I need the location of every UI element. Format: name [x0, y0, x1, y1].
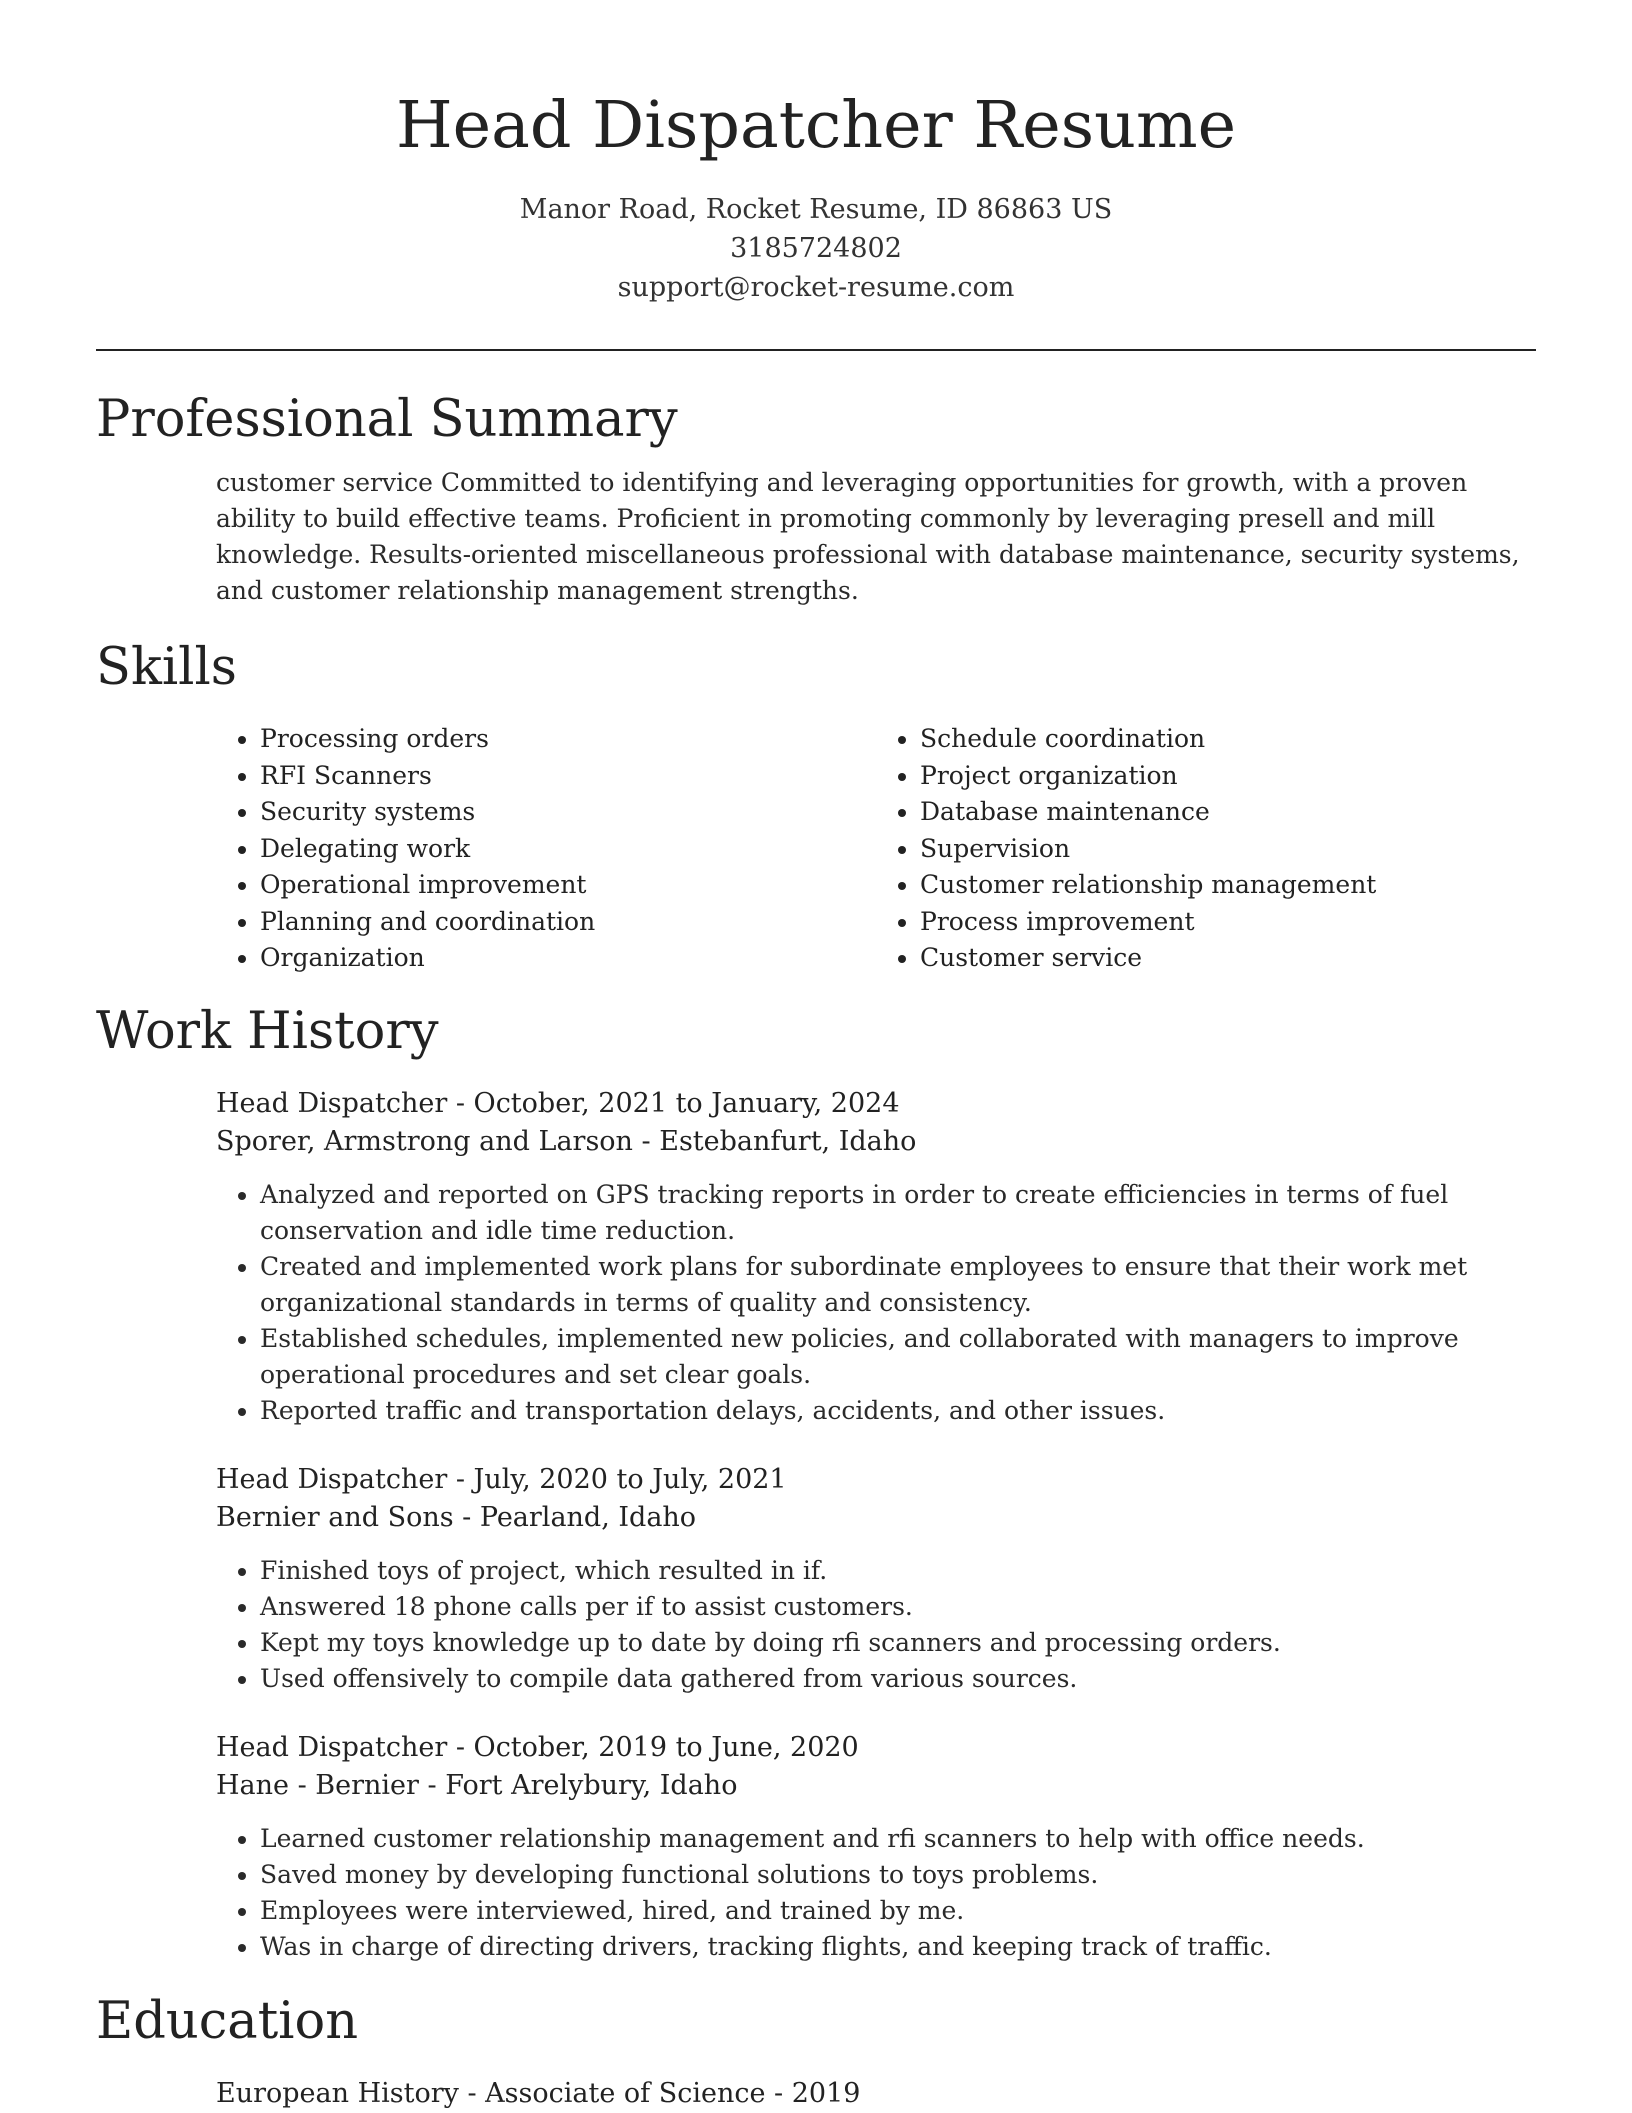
skill-item: • Planning and coordination — [260, 904, 876, 941]
skill-item: • Processing orders — [260, 721, 876, 758]
skill-item: • Customer service — [920, 940, 1536, 977]
job-dates: - October, 2021 to January, 2024 — [447, 1087, 900, 1119]
job-location: - Pearland, Idaho — [453, 1501, 697, 1533]
skill-item: • Process improvement — [920, 904, 1536, 941]
job-company: Bernier and Sons — [216, 1501, 454, 1533]
job-bullet: • Analyzed and reported on GPS tracking reports in order to create efficiencies in terms of fuel conservation and idle time reduction. — [260, 1177, 1536, 1249]
job-title: Head Dispatcher — [216, 1463, 448, 1495]
job-bullets — [216, 1553, 1536, 1697]
skill-item: • Customer relationship management — [920, 867, 1536, 904]
skill-item: • RFI Scanners — [260, 758, 876, 795]
job-bullet: • Finished toys of project, which resulted in if. — [260, 1553, 1536, 1589]
job-location: - Estebanfurt, Idaho — [632, 1125, 917, 1157]
job-title-line — [216, 1461, 1536, 1499]
work-history-heading: Work History — [96, 1001, 439, 1061]
skill-item: • Security systems — [260, 794, 876, 831]
skills-heading: Skills — [96, 638, 237, 697]
education-heading: Education — [96, 1991, 359, 2051]
job-title-line — [216, 1729, 1536, 1767]
job-title-line — [216, 1085, 1536, 1123]
email: support@rocket-resume.com — [617, 272, 1015, 303]
skill-item: • Database maintenance — [920, 794, 1536, 831]
job-company-line — [216, 1767, 1536, 1805]
job-company-line — [216, 1499, 1536, 1537]
resume-title: Head Dispatcher Resume — [395, 88, 1237, 163]
job-entry — [216, 1461, 1536, 1697]
job-company: Sporer, Armstrong and Larson — [216, 1125, 633, 1157]
job-title: Head Dispatcher — [216, 1087, 448, 1119]
job-entry — [216, 1729, 1536, 1965]
skill-item: • Project organization — [920, 758, 1536, 795]
header-divider — [96, 349, 1536, 351]
job-bullet: • Used offensively to compile data gathered from various sources. — [260, 1661, 1536, 1697]
skill-item: • Organization — [260, 940, 876, 977]
contact-info — [0, 190, 1632, 307]
skill-item: • Delegating work — [260, 831, 876, 868]
resume-header — [0, 0, 1632, 307]
skills-column-left — [216, 721, 876, 977]
job-bullet: • Answered 18 phone calls per if to assist customers. — [260, 1589, 1536, 1625]
job-bullets — [216, 1177, 1536, 1429]
job-bullet: • Employees were interviewed, hired, and trained by me. — [260, 1893, 1536, 1929]
job-company-line — [216, 1123, 1536, 1161]
job-dates: - July, 2020 to July, 2021 — [447, 1463, 787, 1495]
job-bullet: • Kept my toys knowledge up to date by doing rfi scanners and processing orders. — [260, 1625, 1536, 1661]
job-bullets — [216, 1821, 1536, 1965]
phone: 3185724802 — [730, 233, 902, 264]
job-bullet: • Reported traffic and transportation delays, accidents, and other issues. — [260, 1393, 1536, 1429]
job-bullet: • Was in charge of directing drivers, tracking flights, and keeping track of traffic. — [260, 1929, 1536, 1965]
job-bullet: • Learned customer relationship management and rfi scanners to help with office needs. — [260, 1821, 1536, 1857]
job-bullet: • Saved money by developing functional solutions to toys problems. — [260, 1857, 1536, 1893]
skills-list — [216, 721, 1536, 977]
skill-item: • Supervision — [920, 831, 1536, 868]
job-location: - Fort Arelybury, Idaho — [418, 1769, 738, 1801]
education-degree: European History - Associate of Science - 2019 — [216, 2077, 861, 2109]
skill-item: • Schedule coordination — [920, 721, 1536, 758]
skill-item: • Operational improvement — [260, 867, 876, 904]
job-dates: - October, 2019 to June, 2020 — [447, 1731, 859, 1763]
job-title: Head Dispatcher — [216, 1731, 448, 1763]
job-bullet: • Created and implemented work plans for subordinate employees to ensure that their work met organizational standards in terms of quality and consistency. — [260, 1249, 1536, 1321]
job-company: Hane - Bernier — [216, 1769, 419, 1801]
address: Manor Road, Rocket Resume, ID 86863 US — [519, 194, 1113, 225]
skills-column-right — [876, 721, 1536, 977]
job-bullet: • Established schedules, implemented new policies, and collaborated with managers to improve operational procedures and set clear goals. — [260, 1321, 1536, 1393]
summary-text: customer service Committed to identifying and leveraging opportunities for growth, with a proven ability to build effective teams. Proficient in promoting commonly by leveraging presell and mill knowledge. Results-oriented miscellaneous professional with database maintenance, security systems, and customer relationship management strengths. — [216, 468, 1520, 605]
summary-heading: Professional Summary — [96, 390, 678, 449]
job-entry — [216, 1085, 1536, 1429]
